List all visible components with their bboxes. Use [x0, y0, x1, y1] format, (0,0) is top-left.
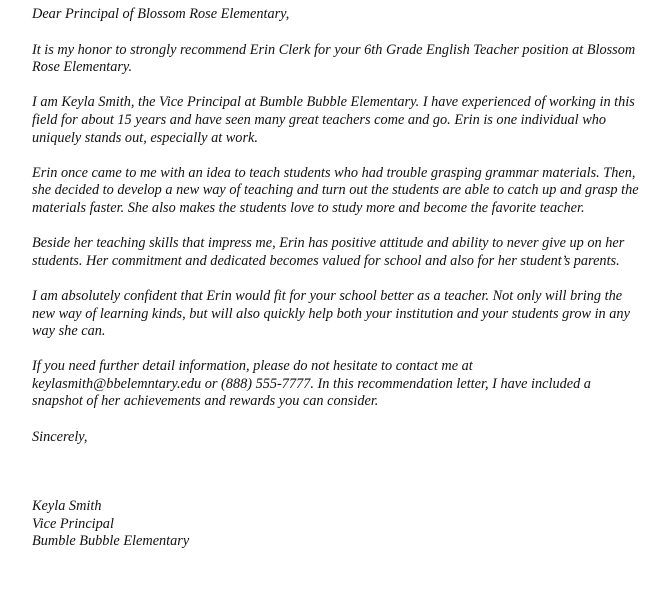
letter-salutation: Dear Principal of Blossom Rose Elementary, [32, 6, 290, 22]
signature-school: Bumble Bubble Elementary [32, 533, 190, 550]
letter-paragraph-confidence: I am absolutely confident that Erin would fit for your school better as a teacher. Not only will bring the new way of learning kinds, but will also quickly help both your institution and your students grow in any way she can. [32, 287, 630, 340]
signature-block [32, 498, 642, 551]
signature-title: Vice Principal [32, 515, 114, 532]
letter-paragraph-background: I am Keyla Smith, the Vice Principal at Bumble Bubble Elementary. I have experienced of working in this field for about 15 years and have seen many great teachers come and go. Erin is one individual who uniquely stands out, especially at work. [32, 94, 635, 146]
letter-closing: Sincerely, [32, 428, 88, 445]
letter-paragraph-attitude: Beside her teaching skills that impress me, Erin has positive attitude and ability to never give up on her students. Her commitment and dedicated becomes valued for school and also for her student’s parents. [32, 235, 625, 269]
recommendation-letter [32, 6, 642, 551]
letter-paragraph-contact: If you need further detail information, please do not hesitate to contact me at keylasmith@bbelemntary.edu or (888) 555-7777. In this recommendation letter, I have included a snapshot of her achievements and rewards you can consider. [32, 358, 591, 410]
letter-paragraph-teaching-idea: Erin once came to me with an idea to teach students who had trouble grasping grammar materials. Then, she decided to develop a new way of teaching and turn out the students are able to catch up and grasp the materials faster. She also makes the students love to study more and become the favorite teacher. [32, 164, 639, 216]
signature-name: Keyla Smith [32, 498, 102, 515]
letter-paragraph-intro: It is my honor to strongly recommend Erin Clerk for your 6th Grade English Teacher position at Blossom Rose Elementary. [32, 41, 636, 76]
